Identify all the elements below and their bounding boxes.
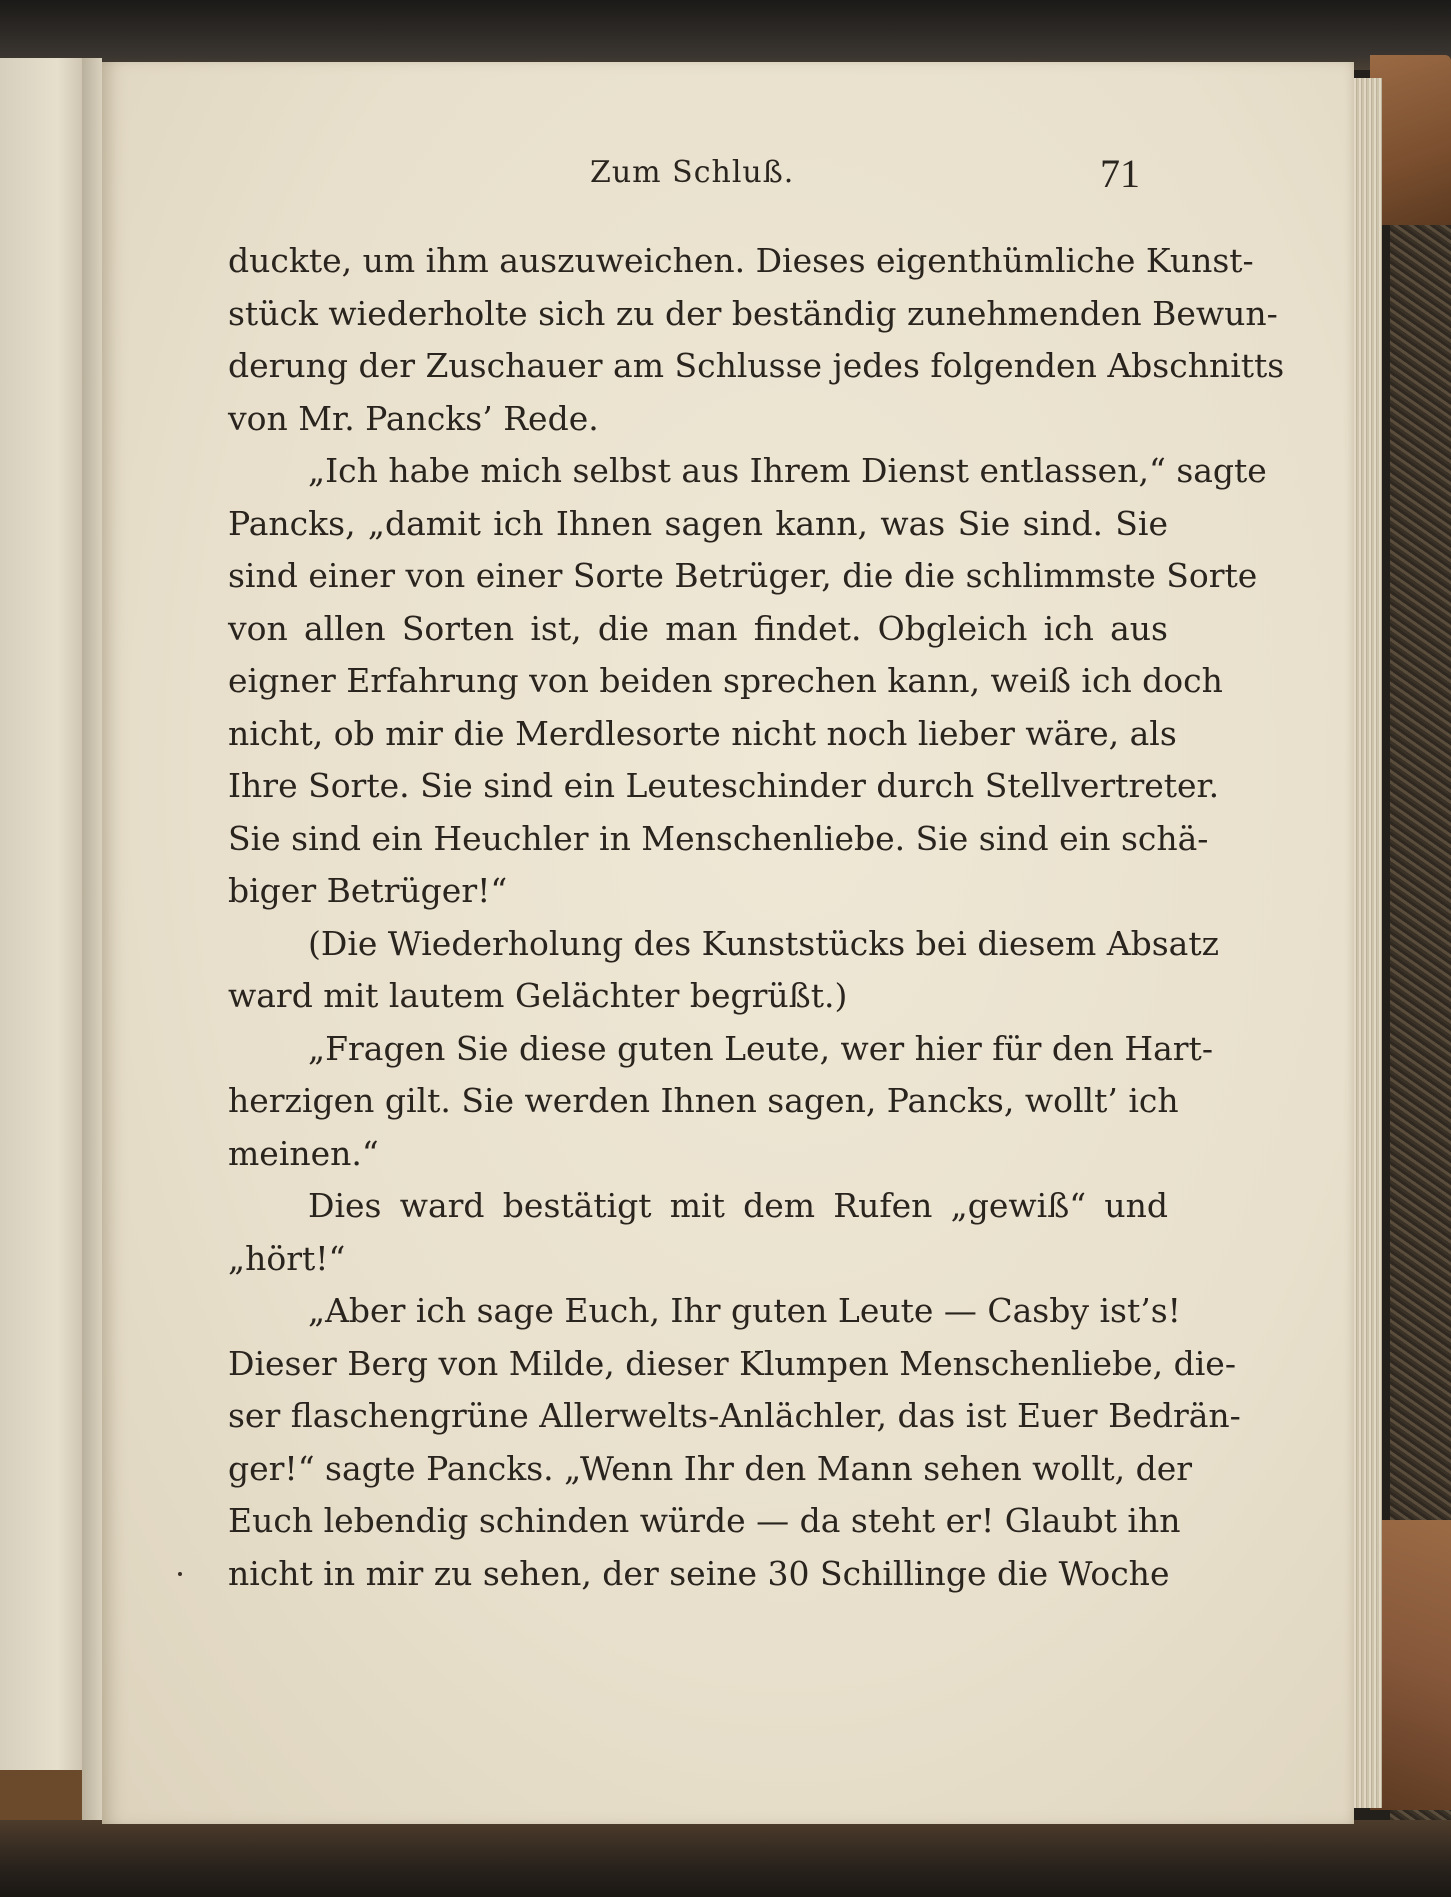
text-line: „hört!“: [228, 1238, 346, 1278]
text-line: eigner Erfahrung von beiden sprechen kann, weiß ich doch: [228, 661, 1223, 700]
book-cover-bottom: [0, 1820, 1451, 1897]
leather-corner-bottom-right: [1370, 1520, 1451, 1810]
text-line: „Fragen Sie diese guten Leute, wer hier für den Hart-: [308, 1028, 1213, 1068]
text-line: Pancks, „damit ich Ihnen sagen kann, was Sie sind. Sie: [228, 503, 1168, 543]
text-line: von Mr. Pancks’ Rede.: [228, 398, 599, 438]
text-line: Sie sind ein Heuchler in Menschenliebe. Sie sind ein schä-: [228, 818, 1209, 858]
text-line: biger Betrüger!“: [228, 871, 508, 910]
text-line: nicht, ob mir die Merdlesorte nicht noch lieber wäre, als: [228, 713, 1177, 753]
paper-speck: [178, 1572, 182, 1576]
text-line: stück wiederholte sich zu der beständig zunehmenden Bewun-: [228, 293, 1278, 333]
text-line: nicht in mir zu sehen, der seine 30 Schillinge die Woche: [228, 1553, 1170, 1593]
book-cover-top: [0, 0, 1451, 70]
text-line: ger!“ sagte Pancks. „Wenn Ihr den Mann sehen wollt, der: [228, 1448, 1193, 1488]
text-line: meinen.“: [228, 1133, 379, 1173]
text-line: herzigen gilt. Sie werden Ihnen sagen, Pancks, wollt’ ich: [228, 1081, 1179, 1120]
text-line: „Ich habe mich selbst aus Ihrem Dienst entlassen,“ sagte: [308, 451, 1267, 490]
leather-corner-top-right: [1370, 55, 1451, 225]
text-line: ser flaschengrüne Allerwelts-Anlächler, das ist Euer Bedrän-: [228, 1396, 1241, 1435]
page-edges: [1352, 78, 1382, 1808]
text-line: von allen Sorten ist, die man findet. Obgleich ich aus: [228, 608, 1168, 648]
text-line: duckte, um ihm auszuweichen. Dieses eigenthümliche Kunst-: [228, 241, 1254, 280]
text-line: Euch lebendig schinden würde — da steht er! Glaubt ihn: [228, 1501, 1181, 1540]
text-line: ward mit lautem Gelächter begrüßt.): [228, 976, 848, 1015]
page-number: 71: [1100, 151, 1140, 196]
text-line: (Die Wiederholung des Kunststücks bei diesem Absatz: [308, 923, 1219, 963]
text-line: Dies ward bestätigt mit dem Rufen „gewiß“ und: [308, 1186, 1168, 1225]
text-line: Dieser Berg von Milde, dieser Klumpen Menschenliebe, die-: [228, 1343, 1236, 1383]
body-text: [228, 235, 1285, 1600]
text-line: „Aber ich sage Euch, Ihr guten Leute — Casby ist’s!: [308, 1291, 1181, 1330]
spine-gutter: [82, 58, 102, 1838]
running-head: Zum Schluß.: [590, 155, 795, 190]
text-line: sind einer von einer Sorte Betrüger, die die schlimmste Sorte: [228, 556, 1258, 595]
text-line: derung der Zuschauer am Schlusse jedes folgenden Abschnitts: [228, 346, 1285, 385]
previous-page-edge: [0, 58, 82, 1838]
text-line: Ihre Sorte. Sie sind ein Leuteschinder durch Stellvertreter.: [228, 766, 1220, 805]
